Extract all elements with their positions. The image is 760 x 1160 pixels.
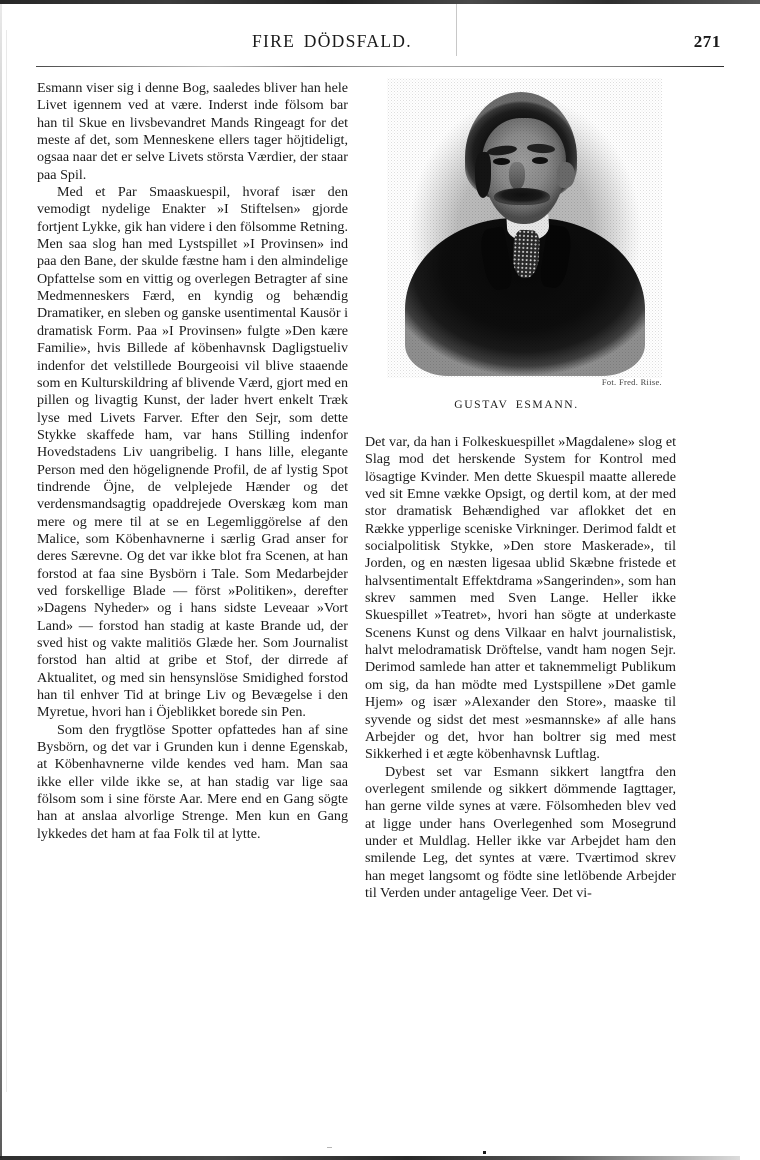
page-title: FIRE DÖDSFALD. <box>252 31 412 51</box>
portrait-ear <box>557 162 575 188</box>
scan-tick-bottom <box>327 1147 332 1148</box>
portrait-photo-icon <box>387 78 662 378</box>
scan-edge-top <box>0 0 760 4</box>
portrait-sideburn <box>475 152 491 198</box>
header-divider <box>36 66 724 67</box>
figure-caption: GUSTAV ESMANN. <box>454 398 579 411</box>
body-text-column-right <box>365 434 676 902</box>
portrait-eye-left <box>493 158 510 165</box>
portrait-nose <box>509 162 525 190</box>
running-head <box>36 31 724 61</box>
page-number: 271 <box>693 32 721 51</box>
paragraph: Som den frygtlöse Spotter opfattedes han af sine Bysbörn, og det var i Grunden kun i denne Egenskab, at Köbenhavnerne vilde kendes ved ham. Man saa ikke eller vilde ikke se, at han stadig var lige saa fölsom som i sine förste Aar. Mere end en Gang sögte han at anslaa alvorlige Strenge. Men kun en Gang lykkedes det ham at faa Folk til at lytte. <box>37 721 348 842</box>
scan-rule-left <box>6 30 7 1092</box>
scan-edge-bottom <box>0 1156 740 1160</box>
portrait-eye-right <box>532 157 548 164</box>
photo-credit: Fot. Fred. Riise. <box>601 378 662 387</box>
paragraph: Esmann viser sig i denne Bog, saaledes bliver han hele Livet igennem ved at være. Inderst inde fölsom bar han til Skue en livsbevandret Mands Ringeagt for det meste af det, som Menneskene ellers tager höjtideligt, ogsaa naar det er selve Livets största Værdier, der staar paa Spil. <box>37 80 348 183</box>
scan-speck <box>483 1151 486 1154</box>
paragraph: Det var, da han i Folkeskuespillet »Magdalene» slog et Slag mod det herskende System for Kontrol med lösagtige Kvinder. Men dette Skuespil maatte allerede ved sit Emne vække Opsigt, og dertil kom, at der med stor dramatisk Behændighed var aflokket det en Række ypperlige sceniske Virkninger. Derimod faldt et socialpolitisk Stykke, »Den store Maskerade», til Jorden, og en næsten ligesaa ublid Skæbne fristede et halvsentimentalt Effektdrama »Sangerinden», som han skrev sammen med Sven Lange. Heller ikke Skuespillet »Teatret», hvori han sögte at underkaste Scenens Kunst og dens Vilkaar en halvt journalistisk, halvt melodramatisk Dröftelse, vandt ham nogen Sejr. Derimod samlede han atter et taknemmeligt Publikum om sig, da han mödte med Lystspillene »Det gamle Hjem» og især »Alexander den Store», maaske til syvende og sidst det mest »esmannske» af alle hans Arbejder og det, hvor han boltrer sig med mest Sikkerhed i et ægte köbenhavnsk Luftlag. <box>365 434 676 763</box>
portrait-mustache <box>494 188 550 205</box>
paragraph: Med et Par Smaaskuespil, hvoraf især den vemodigt nydelige Enakter »I Stiftelsen» gjorde fortjent Lykke, gik han videre i den fölsomme Retning. Men saa slog han med Lystspillet »I Provinsen» ind paa den Bane, der skulde fæstne ham i den almindelige Opfattelse som en vittig og overlegen Betragter af sine Medmenneskers Færd, en kyndig og behændig Dramatiker, en sleben og ganske usentimental Kausör i dramatisk Form. Paa »I Provinsen» fulgte »Den kære Familie», hvis Billede af köbenhavnsk Dagligstueliv indenfor det velstillede Bourgeoisi vil blive staaende som en Kulturskildring af blivende Værd, gjort med en pillen og livagtig Kunst, der lader hvert enkelt Træk lyse med Livets Farver. Efter den Sejr, som dette Stykke skaffede ham, var hans Stilling indenfor Hovedstadens Liv uangribelig. I hans lille, elegante Person med den högelignende Profil, de af lystig Spot tindrende Öjne, de velplejede Hænder og det verdensmandsagtig opaddrejede Overskæg kom man mere og mere til at se en Legemliggörelse af den Malice, som Köbenhavnerne i særlig Grad anser for deres Særevne. Og det var ikke blot fra Scenen, at han forstod at faa sine Bysbörn i Tale. Som Medarbejder ved forskellige Blade — först »Politiken», derefter »Dagens Nyheder» og i hans sidste Leveaar »Vort Land» — forstod han stadig at kaste Brande ud, der sved hist og vakte malitiös Glæde her. Som Journalist forstod han altid at gribe et Stof, der dirrede af Aktualitet, og med sin hensynslöse Smidighed forstod han til enhver Tid at bringe Liv og Bevægelse i den Myretue, hvori han i Öjeblikket borede sin Pen. <box>37 184 348 721</box>
body-text-column-left <box>37 80 348 843</box>
figure-portrait <box>365 78 676 426</box>
paragraph: Dybest set var Esmann sikkert langtfra den overlegent smilende og sikkert dömmende Iagttager, han gerne vilde synes at være. Fölsomheden blev ved at ligge under hans Overlegenhed som Mosegrund under et Muldlag. Heller ikke var Arbejdet ham den smilende Leg, det syntes at være. Tværtimod skrev han meget langsomt og födte sine letlöbende Arbejder til Verden under antagelige Veer. Det vi- <box>365 763 676 901</box>
scan-edge-left <box>0 4 2 1158</box>
